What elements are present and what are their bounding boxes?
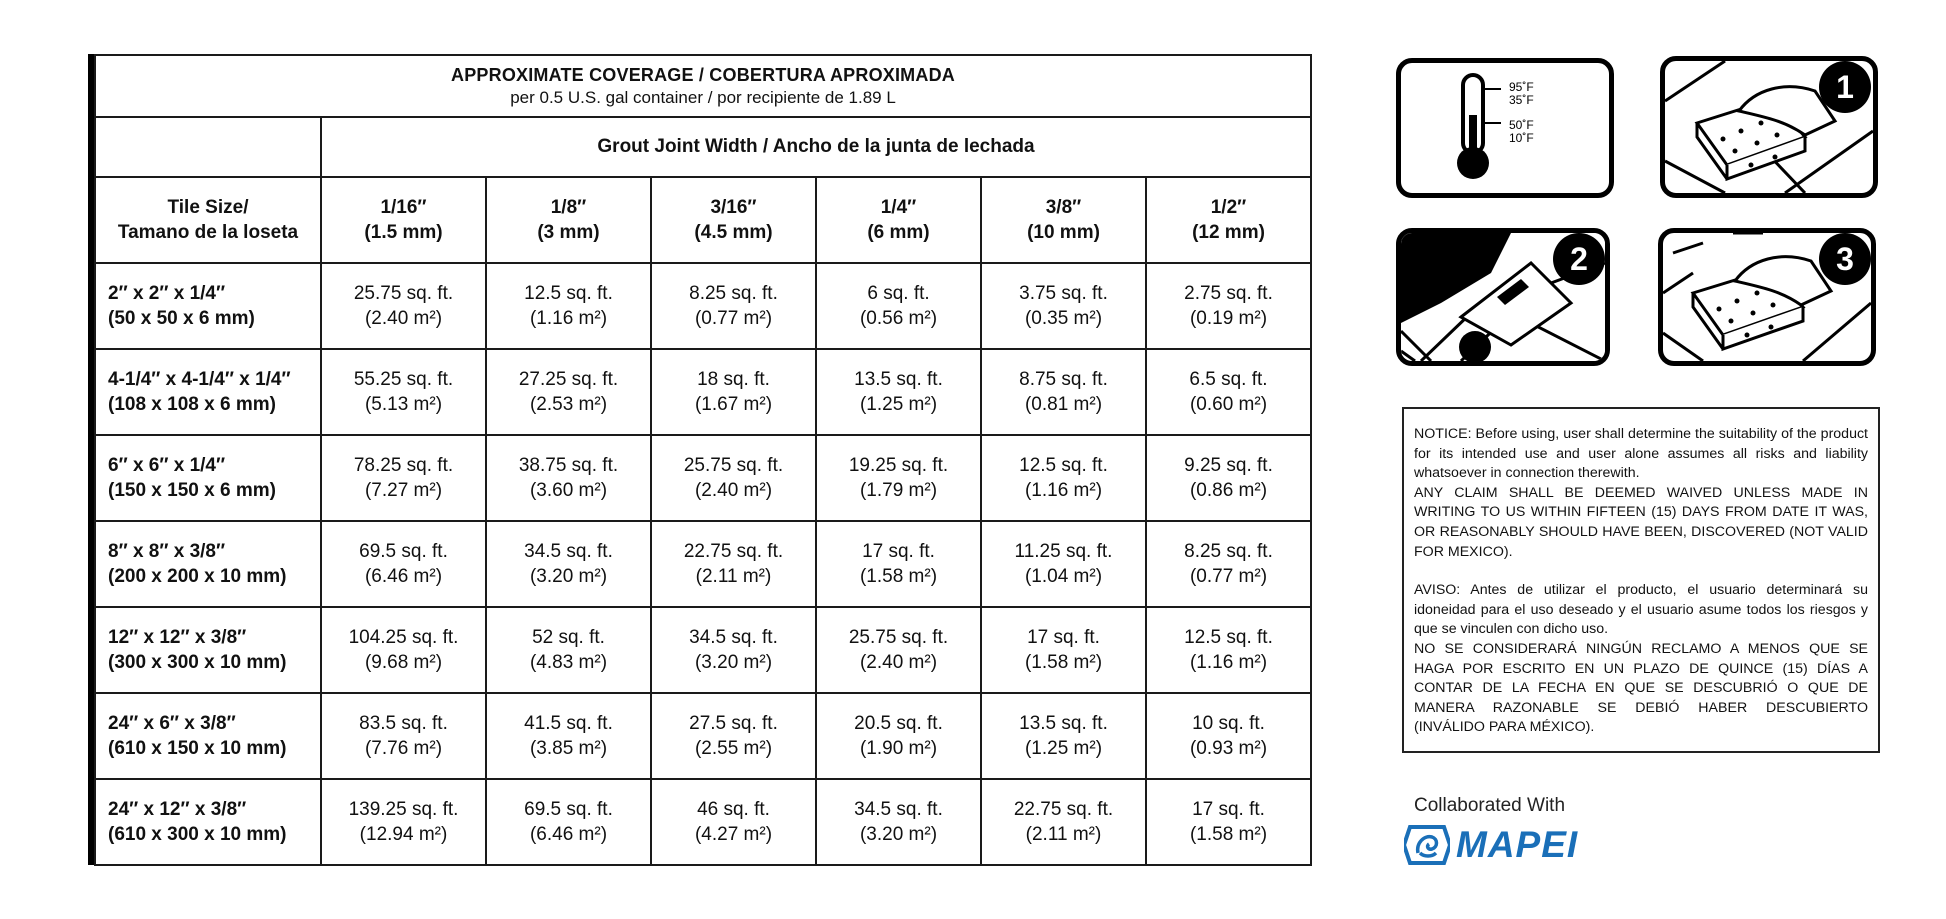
- coverage-sqm: (0.56 m²): [859, 308, 938, 329]
- coverage-sqft: 41.5 sq. ft.: [524, 713, 613, 734]
- coverage-sqm: (0.60 m²): [1189, 394, 1268, 415]
- coverage-sqm: (3.20 m²): [859, 824, 938, 845]
- coverage-sqft: 2.75 sq. ft.: [1184, 283, 1273, 304]
- coverage-value-cell: [981, 435, 1146, 521]
- mapei-emblem-icon: [1404, 825, 1450, 865]
- coverage-sqft: 20.5 sq. ft.: [854, 713, 943, 734]
- coverage-table: [88, 54, 1312, 865]
- joint-width-mm: (3 mm): [537, 222, 600, 243]
- tile-size-inches: 8″ x 8″ x 3/8″: [108, 541, 226, 562]
- coverage-value-cell: [981, 779, 1146, 865]
- coverage-sqm: (9.68 m²): [364, 652, 443, 673]
- coverage-value-cell: [981, 693, 1146, 779]
- coverage-sqft: 34.5 sq. ft.: [854, 799, 943, 820]
- coverage-value-cell: [981, 607, 1146, 693]
- coverage-sqft: 38.75 sq. ft.: [518, 455, 619, 476]
- coverage-sqm: (1.58 m²): [1189, 824, 1268, 845]
- notice-en-paragraph-1: NOTICE: Before using, user shall determine the suitability of the product for its intended use and user alone assumes all risks and liability whatsoever in connection therewith.: [1414, 426, 1868, 482]
- tile-size-cell: [95, 693, 321, 779]
- coverage-sqft: 17 sq. ft.: [1027, 627, 1100, 648]
- tile-size-mm: (50 x 50 x 6 mm): [108, 308, 255, 329]
- coverage-value-cell: [321, 779, 486, 865]
- coverage-value-cell: [321, 263, 486, 349]
- coverage-value-cell: [981, 263, 1146, 349]
- coverage-value-cell: [651, 693, 816, 779]
- tile-size-header-en: Tile Size/: [167, 197, 249, 218]
- coverage-sqm: (0.19 m²): [1189, 308, 1268, 329]
- step-3-number: 3: [1836, 241, 1854, 277]
- coverage-sqft: 22.75 sq. ft.: [683, 541, 784, 562]
- coverage-sqft: 12.5 sq. ft.: [1019, 455, 1108, 476]
- coverage-sqft: 69.5 sq. ft.: [524, 799, 613, 820]
- tile-size-inches: 24″ x 12″ x 3/8″: [108, 799, 247, 820]
- coverage-sqm: (0.35 m²): [1024, 308, 1103, 329]
- temperature-icon: [1396, 58, 1614, 198]
- coverage-value-cell: [651, 521, 816, 607]
- coverage-value-cell: [981, 521, 1146, 607]
- coverage-sqft: 17 sq. ft.: [862, 541, 935, 562]
- notice-es-paragraph-1: AVISO: Antes de utilizar el producto, el usuario determinará su idoneidad para el uso deseado y el usuario asume todos los riesgos y que se vinculen con dicho uso.: [1414, 582, 1868, 638]
- coverage-sqft: 17 sq. ft.: [1192, 799, 1265, 820]
- coverage-sqft: 6.5 sq. ft.: [1189, 369, 1268, 390]
- coverage-sqft: 78.25 sq. ft.: [353, 455, 454, 476]
- coverage-value-cell: [486, 779, 651, 865]
- table-row: [95, 349, 1311, 435]
- coverage-value-cell: [816, 435, 981, 521]
- coverage-value-cell: [651, 607, 816, 693]
- temp-label-10: 10˚F: [1509, 131, 1534, 145]
- table-row: [95, 263, 1311, 349]
- joint-width-column-header: [321, 177, 486, 263]
- tile-size-cell: [95, 779, 321, 865]
- joint-width-column-header: [1146, 177, 1311, 263]
- coverage-sqm: (0.77 m²): [694, 308, 773, 329]
- joint-width-column-header: [486, 177, 651, 263]
- joint-width-mm: (4.5 mm): [694, 222, 773, 243]
- coverage-sqm: (1.16 m²): [1189, 652, 1268, 673]
- table-title: APPROXIMATE COVERAGE / COBERTURA APROXIMADA: [451, 64, 955, 85]
- table-subtitle: per 0.5 U.S. gal container / por recipiente de 1.89 L: [510, 87, 896, 107]
- table-row: [95, 779, 1311, 865]
- coverage-sqft: 104.25 sq. ft.: [348, 627, 459, 648]
- coverage-sqm: (2.40 m²): [364, 308, 443, 329]
- joint-width-header: Grout Joint Width / Ancho de la junta de lechada: [321, 117, 1311, 177]
- coverage-sqm: (2.11 m²): [695, 566, 772, 587]
- coverage-sqm: (6.46 m²): [364, 566, 443, 587]
- collaborated-with-label: Collaborated With: [1414, 795, 1566, 816]
- coverage-value-cell: [486, 607, 651, 693]
- coverage-sqm: (0.86 m²): [1189, 480, 1268, 501]
- coverage-sqm: (12.94 m²): [359, 824, 448, 845]
- coverage-value-cell: [321, 693, 486, 779]
- coverage-value-cell: [1146, 693, 1311, 779]
- temp-label-95: 95˚F: [1509, 80, 1534, 94]
- mapei-logo: [1404, 823, 1594, 867]
- coverage-sqft: 22.75 sq. ft.: [1013, 799, 1114, 820]
- coverage-sqft: 34.5 sq. ft.: [524, 541, 613, 562]
- coverage-sqm: (2.55 m²): [694, 738, 773, 759]
- tile-size-mm: (150 x 150 x 6 mm): [108, 480, 276, 501]
- coverage-sqft: 52 sq. ft.: [532, 627, 605, 648]
- joint-width-mm: (10 mm): [1027, 222, 1100, 243]
- coverage-sqft: 27.5 sq. ft.: [689, 713, 778, 734]
- step-1-number: 1: [1836, 69, 1854, 105]
- coverage-value-cell: [486, 349, 651, 435]
- coverage-value-cell: [816, 263, 981, 349]
- coverage-value-cell: [321, 349, 486, 435]
- tile-size-cell: [95, 435, 321, 521]
- coverage-sqm: (4.27 m²): [694, 824, 773, 845]
- coverage-sqm: (7.76 m²): [364, 738, 443, 759]
- empty-corner-cell: [95, 117, 321, 177]
- coverage-sqft: 25.75 sq. ft.: [848, 627, 949, 648]
- coverage-value-cell: [1146, 435, 1311, 521]
- joint-width-column-header: [981, 177, 1146, 263]
- legal-notice: [1402, 407, 1880, 753]
- coverage-sqm: (1.90 m²): [859, 738, 938, 759]
- coverage-sqft: 69.5 sq. ft.: [359, 541, 448, 562]
- coverage-sqm: (0.77 m²): [1189, 566, 1268, 587]
- coverage-sqm: (3.20 m²): [694, 652, 773, 673]
- tile-size-inches: 4-1/4″ x 4-1/4″ x 1/4″: [108, 369, 291, 390]
- joint-width-inches: 1/16″: [380, 197, 427, 218]
- joint-width-inches: 1/4″: [880, 197, 917, 218]
- coverage-sqft: 19.25 sq. ft.: [848, 455, 949, 476]
- coverage-value-cell: [321, 521, 486, 607]
- step-2-number: 2: [1570, 241, 1588, 277]
- coverage-sqm: (2.53 m²): [529, 394, 608, 415]
- coverage-value-cell: [1146, 521, 1311, 607]
- coverage-value-cell: [651, 435, 816, 521]
- joint-width-inches: 1/8″: [550, 197, 587, 218]
- table-title-cell: [95, 55, 1311, 117]
- coverage-sqft: 46 sq. ft.: [697, 799, 770, 820]
- coverage-value-cell: [651, 263, 816, 349]
- coverage-sqft: 55.25 sq. ft.: [353, 369, 454, 390]
- table-row: [95, 607, 1311, 693]
- joint-width-inches: 3/16″: [710, 197, 757, 218]
- coverage-value-cell: [486, 693, 651, 779]
- coverage-sqft: 12.5 sq. ft.: [1184, 627, 1273, 648]
- coverage-value-cell: [486, 263, 651, 349]
- coverage-value-cell: [816, 607, 981, 693]
- mapei-wordmark: MAPEI: [1456, 824, 1579, 865]
- coverage-sqft: 83.5 sq. ft.: [359, 713, 448, 734]
- tile-size-inches: 12″ x 12″ x 3/8″: [108, 627, 247, 648]
- notice-en-paragraph-2: ANY CLAIM SHALL BE DEEMED WAIVED UNLESS MADE IN WRITING TO US WITHIN FIFTEEN (15) DAYS FROM DATE IT WAS, OR REASONABLY SHOULD HAVE BEEN, DISCOVERED (NOT VALID FOR MEXICO).: [1414, 484, 1868, 560]
- coverage-sqft: 11.25 sq. ft.: [1014, 541, 1113, 562]
- coverage-value-cell: [651, 349, 816, 435]
- coverage-sqm: (1.25 m²): [859, 394, 938, 415]
- temp-label-35: 35˚F: [1509, 93, 1534, 107]
- joint-width-inches: 1/2″: [1210, 197, 1247, 218]
- tile-size-cell: [95, 263, 321, 349]
- tile-size-inches: 6″ x 6″ x 1/4″: [108, 455, 226, 476]
- joint-width-mm: (12 mm): [1192, 222, 1265, 243]
- step-2-float-icon: [1396, 228, 1610, 366]
- coverage-sqm: (1.04 m²): [1024, 566, 1103, 587]
- coverage-sqm: (2.40 m²): [694, 480, 773, 501]
- coverage-sqft: 9.25 sq. ft.: [1184, 455, 1273, 476]
- coverage-sqft: 13.5 sq. ft.: [1019, 713, 1108, 734]
- coverage-value-cell: [816, 521, 981, 607]
- coverage-sqft: 34.5 sq. ft.: [689, 627, 778, 648]
- tile-size-header-es: Tamano de la loseta: [117, 222, 299, 243]
- coverage-sqft: 18 sq. ft.: [697, 369, 770, 390]
- step-3-sponge-icon: [1658, 228, 1876, 366]
- joint-width-column-header: [651, 177, 816, 263]
- coverage-sqm: (0.93 m²): [1189, 738, 1268, 759]
- coverage-sqm: (1.16 m²): [529, 308, 608, 329]
- coverage-sqm: (3.20 m²): [529, 566, 608, 587]
- coverage-sqft: 12.5 sq. ft.: [524, 283, 613, 304]
- coverage-sqm: (1.25 m²): [1024, 738, 1103, 759]
- coverage-sqft: 139.25 sq. ft.: [348, 799, 459, 820]
- coverage-sqm: (1.16 m²): [1024, 480, 1103, 501]
- coverage-value-cell: [816, 779, 981, 865]
- tile-size-header: [95, 177, 321, 263]
- coverage-value-cell: [1146, 779, 1311, 865]
- coverage-sqm: (1.58 m²): [859, 566, 938, 587]
- tile-size-cell: [95, 521, 321, 607]
- coverage-value-cell: [321, 607, 486, 693]
- coverage-value-cell: [321, 435, 486, 521]
- coverage-value-cell: [981, 349, 1146, 435]
- coverage-sqm: (2.40 m²): [859, 652, 938, 673]
- coverage-sqm: (3.85 m²): [529, 738, 608, 759]
- coverage-value-cell: [1146, 349, 1311, 435]
- tile-size-mm: (200 x 200 x 10 mm): [108, 566, 287, 587]
- tile-size-cell: [95, 607, 321, 693]
- coverage-sqm: (5.13 m²): [364, 394, 443, 415]
- coverage-sqft: 13.5 sq. ft.: [854, 369, 943, 390]
- joint-width-mm: (1.5 mm): [364, 222, 443, 243]
- coverage-value-cell: [816, 349, 981, 435]
- coverage-value-cell: [816, 693, 981, 779]
- coverage-value-cell: [1146, 263, 1311, 349]
- coverage-sqm: (1.58 m²): [1024, 652, 1103, 673]
- tile-size-mm: (610 x 150 x 10 mm): [108, 738, 287, 759]
- tile-size-mm: (610 x 300 x 10 mm): [108, 824, 287, 845]
- coverage-sqft: 6 sq. ft.: [867, 283, 930, 304]
- table-row: [95, 693, 1311, 779]
- joint-width-column-header: [816, 177, 981, 263]
- coverage-value-cell: [651, 779, 816, 865]
- coverage-sqft: 8.25 sq. ft.: [689, 283, 778, 304]
- coverage-sqft: 8.75 sq. ft.: [1019, 369, 1108, 390]
- coverage-sqft: 3.75 sq. ft.: [1019, 283, 1108, 304]
- coverage-sqft: 25.75 sq. ft.: [353, 283, 454, 304]
- coverage-sqm: (7.27 m²): [364, 480, 443, 501]
- notice-es-paragraph-2: NO SE CONSIDERARÁ NINGÚN RECLAMO A MENOS QUE SE HAGA POR ESCRITO EN UN PLAZO DE QUINCE (15) DÍAS A CONTAR DE LA FECHA EN QUE SE DESCUBRIÓ O QUE DE MANERA RAZONABLE SE DEBIÓ HABER DESCUBIERTO (INVÁLIDO PARA MÉXICO).: [1414, 640, 1868, 736]
- coverage-sqft: 25.75 sq. ft.: [683, 455, 784, 476]
- step-1-sponge-icon: [1660, 56, 1878, 198]
- tile-size-inches: 24″ x 6″ x 3/8″: [108, 713, 236, 734]
- coverage-value-cell: [486, 435, 651, 521]
- coverage-sqm: (1.79 m²): [859, 480, 938, 501]
- coverage-value-cell: [1146, 607, 1311, 693]
- joint-width-mm: (6 mm): [867, 222, 930, 243]
- coverage-sqft: 8.25 sq. ft.: [1184, 541, 1273, 562]
- coverage-sqm: (0.81 m²): [1024, 394, 1103, 415]
- tile-size-cell: [95, 349, 321, 435]
- coverage-sqm: (4.83 m²): [529, 652, 608, 673]
- coverage-sqm: (6.46 m²): [529, 824, 608, 845]
- coverage-sqm: (3.60 m²): [529, 480, 608, 501]
- tile-size-mm: (300 x 300 x 10 mm): [108, 652, 287, 673]
- coverage-sqm: (1.67 m²): [694, 394, 773, 415]
- joint-width-inches: 3/8″: [1045, 197, 1082, 218]
- coverage-sqft: 27.25 sq. ft.: [518, 369, 619, 390]
- coverage-sqft: 10 sq. ft.: [1192, 713, 1265, 734]
- table-row: [95, 435, 1311, 521]
- tile-size-mm: (108 x 108 x 6 mm): [108, 394, 276, 415]
- table-row: [95, 521, 1311, 607]
- temp-label-50: 50˚F: [1509, 118, 1534, 132]
- tile-size-inches: 2″ x 2″ x 1/4″: [108, 283, 226, 304]
- coverage-sqm: (2.11 m²): [1025, 824, 1102, 845]
- coverage-value-cell: [486, 521, 651, 607]
